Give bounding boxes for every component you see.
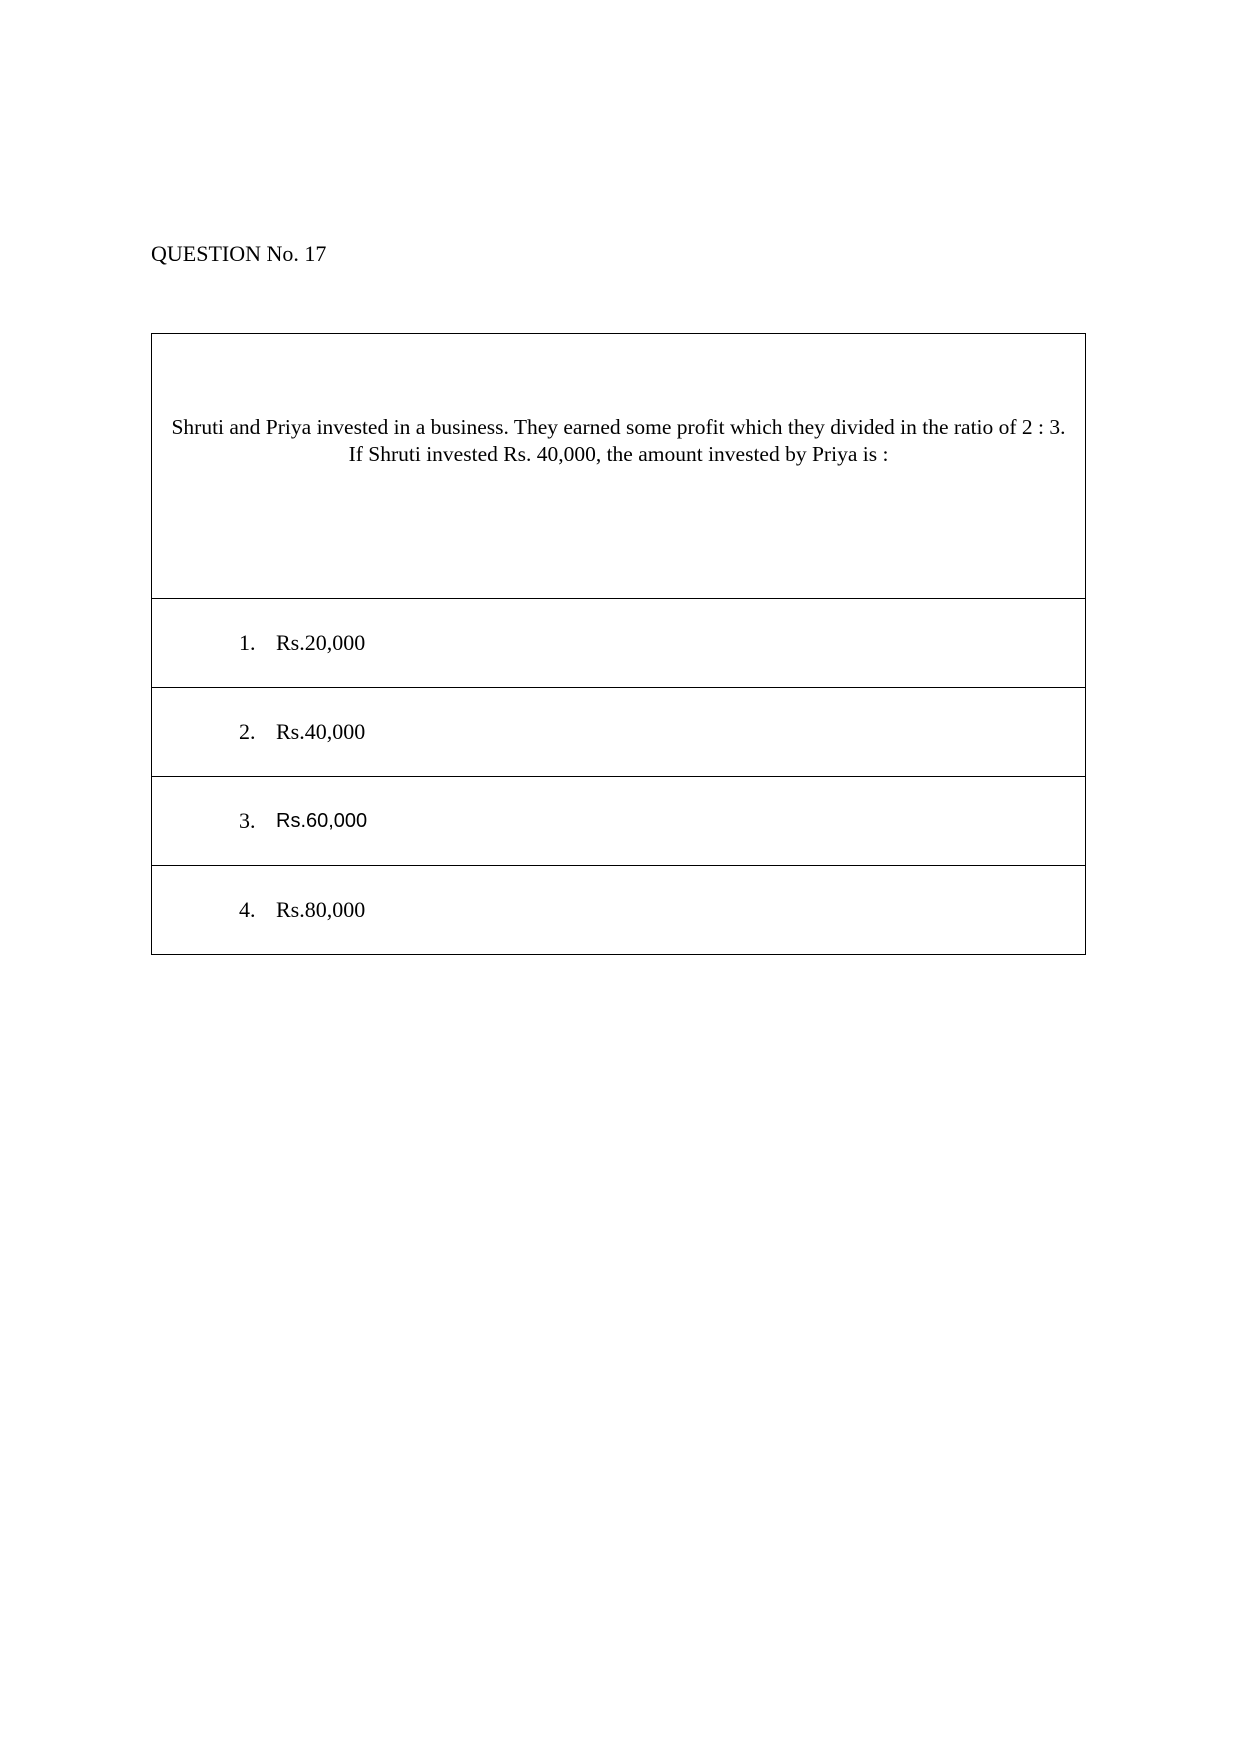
answer-option-number: 3. [239, 808, 256, 833]
answer-option-cell [152, 777, 1086, 866]
answer-option-text: Rs.20,000 [276, 630, 366, 655]
answer-option-number: 4. [239, 897, 256, 922]
answer-option-cell [152, 688, 1086, 777]
answer-option [152, 717, 1085, 747]
question-table [151, 333, 1086, 955]
answer-option-cell [152, 866, 1086, 955]
answer-option-number: 1. [239, 630, 256, 655]
answer-option-number: 2. [239, 719, 256, 744]
answer-option-text: Rs.40,000 [276, 719, 366, 744]
answer-option-cell [152, 599, 1086, 688]
answer-option-row [152, 688, 1086, 777]
answer-option [152, 895, 1085, 925]
answer-option [152, 628, 1085, 658]
answer-option-row [152, 777, 1086, 866]
question-stem-row [152, 334, 1086, 599]
answer-option-row [152, 599, 1086, 688]
answer-option [152, 806, 1085, 836]
answer-option-text: Rs.60,000 [276, 810, 368, 832]
answer-option-row [152, 866, 1086, 955]
answer-option-text: Rs.80,000 [276, 897, 366, 922]
question-stem-cell [152, 334, 1086, 599]
question-heading: QUESTION No. 17 [151, 241, 327, 266]
question-stem-text: Shruti and Priya invested in a business. They earned some profit which they divided in the ratio of 2 : 3. If Shruti invested Rs. 40,000, the amount invested by Priya is : [171, 415, 1066, 466]
